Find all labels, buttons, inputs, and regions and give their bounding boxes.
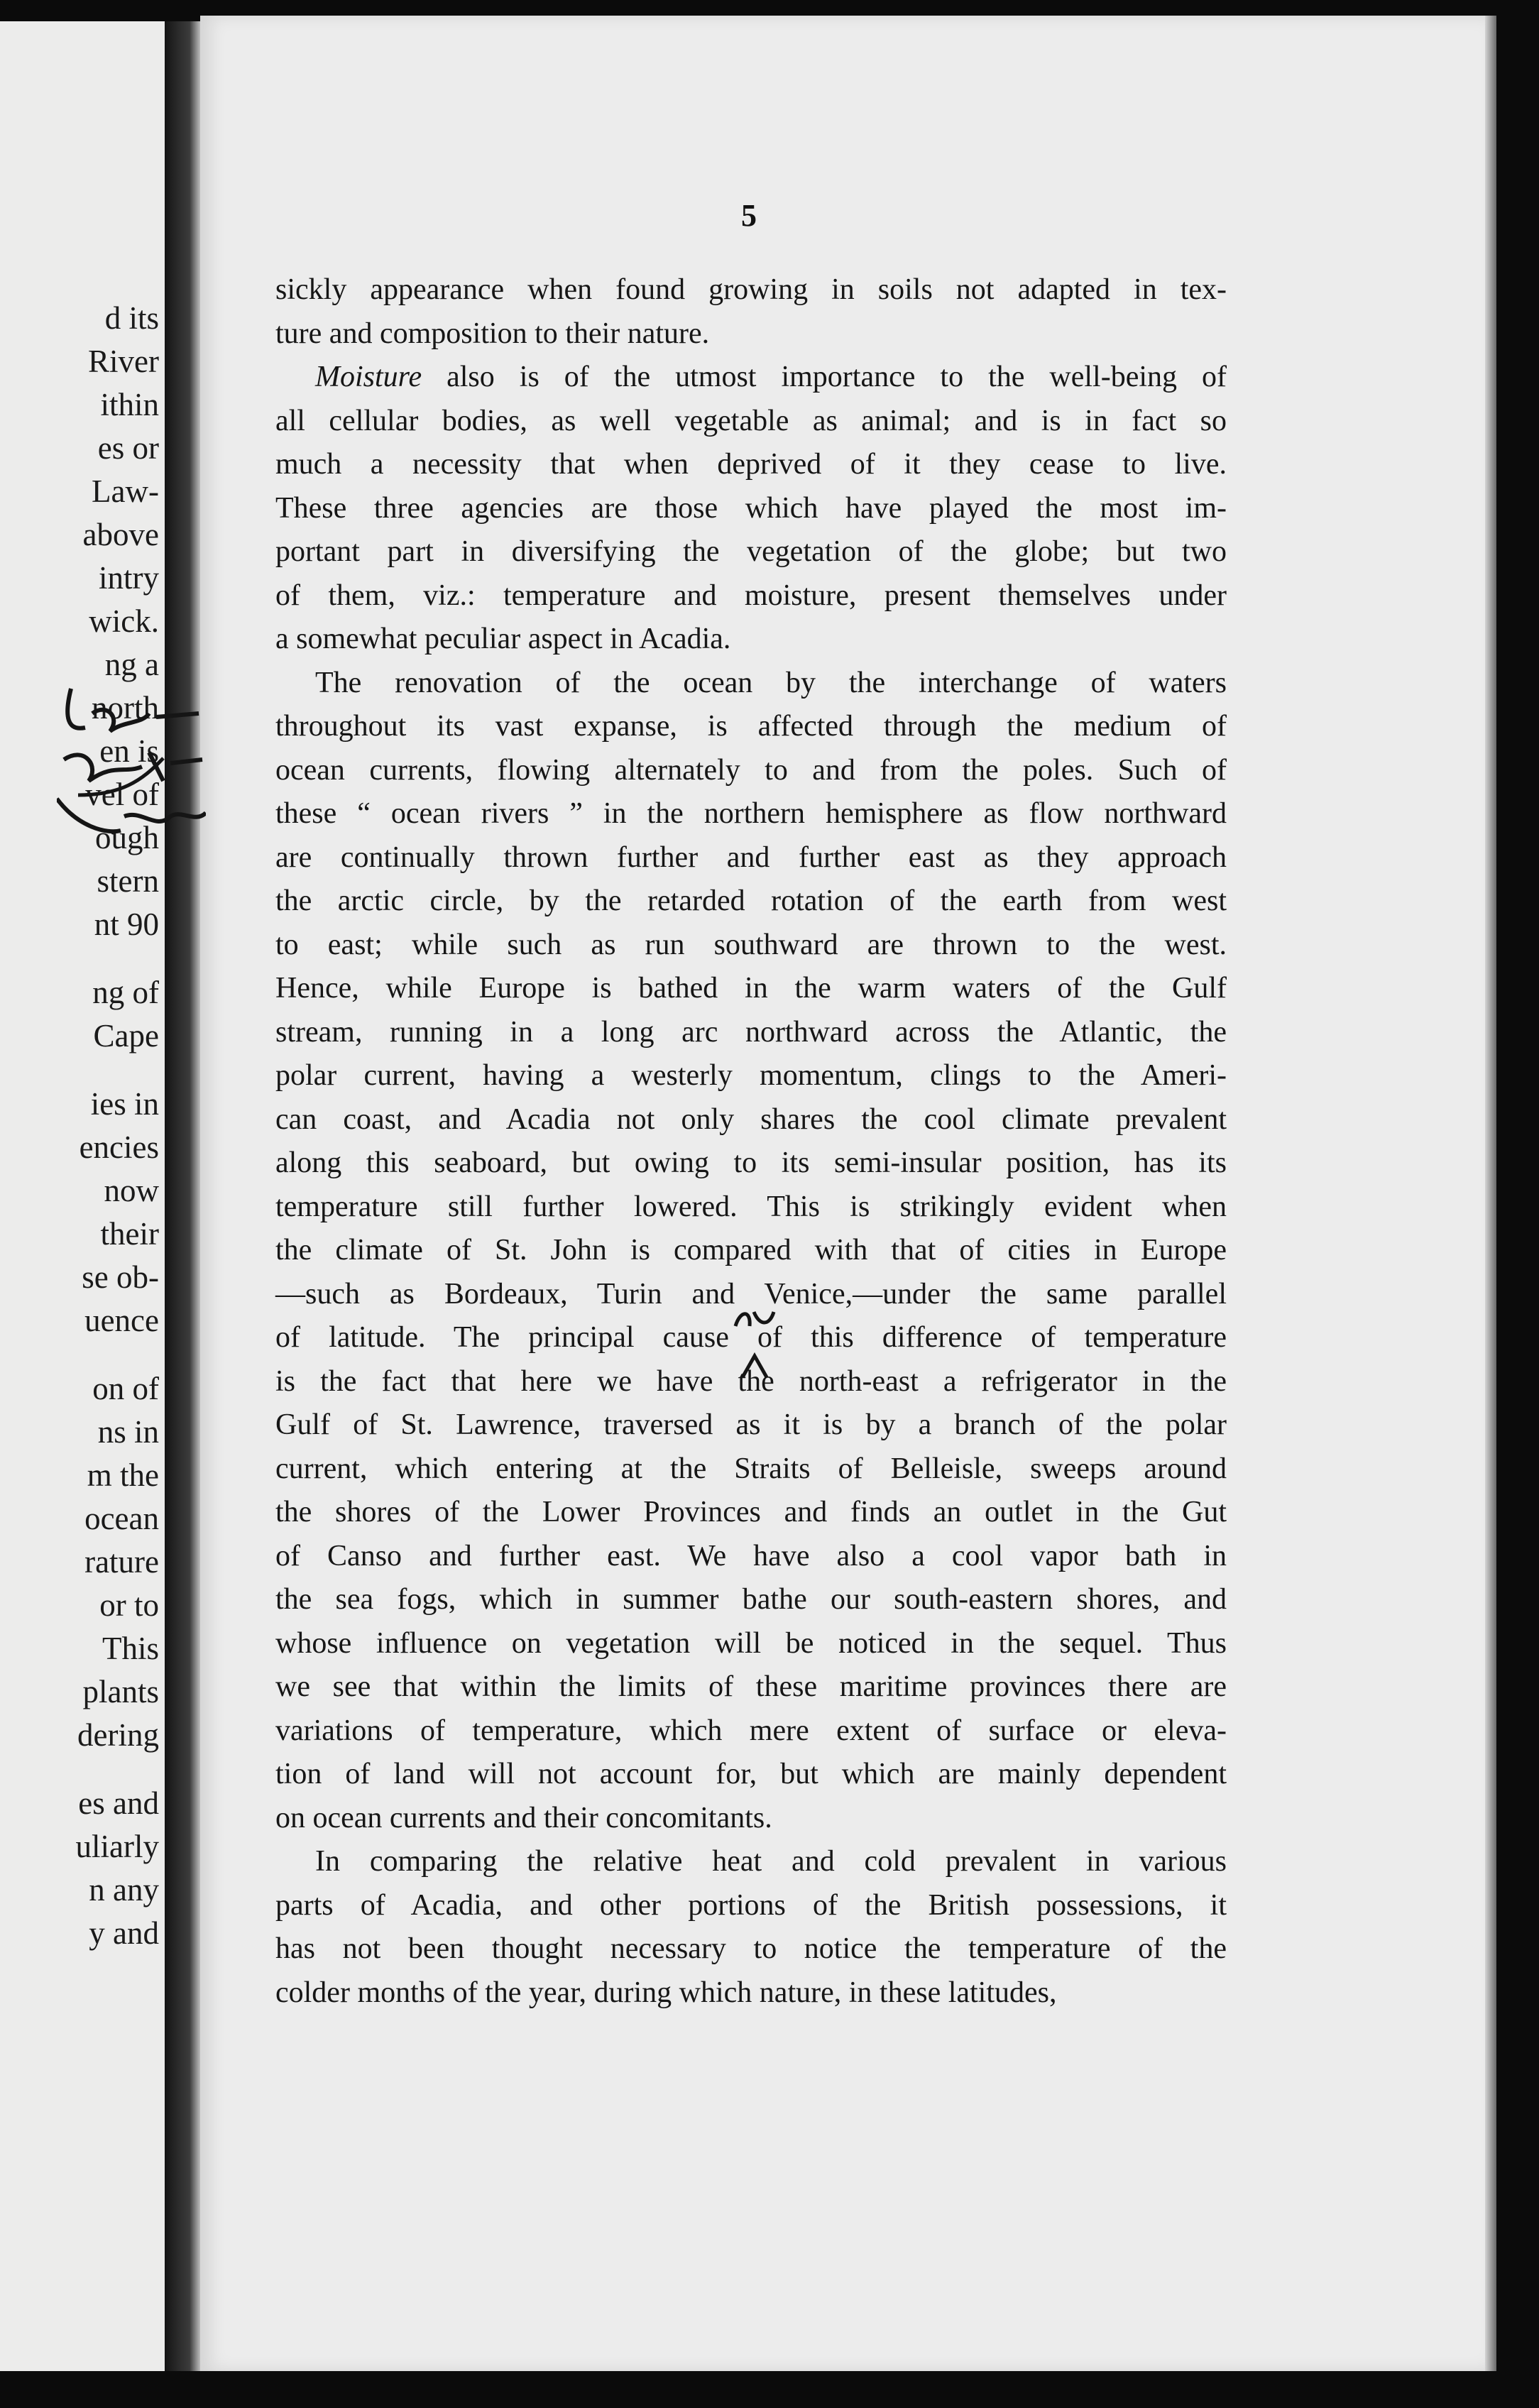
left-page-line: ough [95, 820, 159, 855]
left-page-line: es and [78, 1785, 159, 1821]
paragraph-1 [275, 268, 1227, 356]
text-line: colder months of the year, during which nature, in these latitudes, [275, 1976, 1057, 2009]
text-line: whose influence on vegetation will be noticed in the sequel. Thus [275, 1626, 1227, 1660]
text-line: of Canso and further east. We have also a cool vapor bath in [275, 1539, 1227, 1572]
text-line: can coast, and Acadia not only shares the cool climate prevalent [275, 1102, 1227, 1136]
left-page-line: Law- [92, 474, 159, 509]
text-line: of them, viz.: temperature and moisture, present themselves under [275, 579, 1227, 612]
left-page-line: es or [97, 430, 159, 466]
left-page-line: Cape [93, 1018, 159, 1054]
text-line: In comparing the relative heat and cold prevalent in various [315, 1845, 1227, 1878]
text-line: temperature still further lowered. This is strikingly evident when [275, 1190, 1227, 1223]
left-page-line: se ob- [82, 1259, 159, 1295]
text-line: polar current, having a westerly momentum, clings to the Ameri- [275, 1059, 1227, 1092]
left-page-line: uliarly [75, 1829, 159, 1864]
left-page-line: nt 90 [94, 907, 159, 942]
text-line: throughout its vast expanse, is affected through the medium of [275, 710, 1227, 743]
italic-lead-word: Moisture [315, 361, 422, 393]
text-line [275, 356, 1227, 400]
text-line: —such as Bordeaux, Turin and Venice,—under the same parallel [275, 1277, 1227, 1310]
left-page-line: north [92, 690, 159, 726]
text-line: portant part in diversifying the vegetation of the globe; but two [275, 535, 1227, 568]
left-page-line: ies in [90, 1086, 159, 1122]
left-page-line: stern [97, 863, 159, 899]
left-page-line: ocean [84, 1501, 159, 1536]
text-line: the sea fogs, which in summer bathe our south-eastern shores, and [275, 1583, 1227, 1616]
text-line: we see that within the limits of these maritime provinces there are [275, 1670, 1227, 1703]
left-page-line [0, 1757, 165, 1782]
left-page-line: rature [84, 1544, 159, 1580]
left-page-line: intry [99, 560, 159, 596]
paragraph-3 [275, 662, 1227, 1841]
left-page-line: en is [99, 733, 159, 769]
text-line: along this seaboard, but owing to its semi-insular position, has its [275, 1146, 1227, 1179]
left-page-line [0, 1342, 165, 1367]
left-page-line: n any [89, 1872, 159, 1908]
body-text [275, 268, 1227, 2015]
paragraph-4 [275, 1840, 1227, 2015]
left-page-line: or to [99, 1587, 159, 1623]
left-page-text [0, 297, 165, 1955]
left-page-line: m the [87, 1457, 159, 1493]
left-page-line: their [100, 1216, 159, 1252]
left-page-line: River [88, 344, 159, 379]
book-gutter [165, 21, 200, 2371]
left-page-line: now [104, 1173, 159, 1208]
left-page-line: d its [104, 300, 159, 336]
text-line: the shores of the Lower Provinces and finds an outlet in the Gut [275, 1496, 1227, 1528]
text-line: tion of land will not account for, but which are mainly dependent [275, 1758, 1227, 1790]
text-line: sickly appearance when found growing in soils not adapted in tex- [275, 273, 1227, 306]
left-page-line: encies [79, 1129, 159, 1165]
page-edge [1485, 16, 1496, 2371]
left-page-line: on of [92, 1371, 159, 1406]
left-page-line: uence [84, 1303, 159, 1338]
caret-insertion-mark [723, 1306, 787, 1384]
text-line: Hence, while Europe is bathed in the warm waters of the Gulf [275, 972, 1227, 1005]
left-page-line: ng a [104, 647, 159, 682]
left-page-line: above [82, 517, 159, 552]
text-line: is the fact that here we have the north-east a refrigerator in the [275, 1364, 1227, 1398]
text-line: stream, running in a long arc northward across the Atlantic, the [275, 1015, 1227, 1049]
left-page-line: y and [89, 1915, 159, 1951]
left-page-line: ns in [97, 1414, 159, 1450]
text-line: on ocean currents and their concomitants. [275, 1801, 772, 1834]
paragraph-2 [275, 356, 1227, 662]
page-number: 5 [741, 198, 757, 233]
left-page-line: dering [77, 1717, 159, 1753]
text-line: the climate of St. John is compared with that of cities in Europe [275, 1234, 1227, 1266]
text-line: These three agencies are those which have played the most im- [275, 491, 1227, 525]
left-page-line [0, 946, 165, 971]
left-page-line: ng of [92, 975, 159, 1010]
left-page-line: This [102, 1631, 159, 1666]
text-line: much a necessity that when deprived of it they cease to live. [275, 448, 1227, 481]
text-line: are continually thrown further and further east as they approach [275, 841, 1227, 874]
text-line: has not been thought necessary to notice the temperature of the [275, 1932, 1227, 1965]
left-page-line: plants [82, 1674, 159, 1709]
text-line: ture and composition to their nature. [275, 317, 710, 350]
left-page-line: ithin [100, 387, 159, 422]
text-line: ocean currents, flowing alternately to and from the poles. Such of [275, 753, 1227, 787]
left-page-line: wick. [89, 603, 159, 639]
paragraph-2-lines [275, 400, 1227, 662]
text-line: these “ ocean rivers ” in the northern hemisphere as flow northward [275, 797, 1227, 830]
text-line: variations of temperature, which mere extent of surface or eleva- [275, 1714, 1227, 1747]
text-line: current, which entering at the Straits of Belleisle, sweeps around [275, 1452, 1227, 1485]
text-line: parts of Acadia, and other portions of the British possessions, it [275, 1888, 1227, 1922]
left-page [0, 21, 165, 2371]
text-line: to east; while such as run southward are thrown to the west. [275, 928, 1227, 961]
text-line: the arctic circle, by the retarded rotation of the earth from west [275, 885, 1227, 917]
left-page-line [0, 1058, 165, 1083]
text-line: Gulf of St. Lawrence, traversed as it is by a branch of the polar [275, 1408, 1227, 1441]
text-line: all cellular bodies, as well vegetable as animal; and is in fact so [275, 404, 1227, 437]
text-line: The renovation of the ocean by the interchange of waters [315, 666, 1227, 699]
left-page-line: vel of [85, 777, 159, 812]
text-line: a somewhat peculiar aspect in Acadia. [275, 623, 731, 655]
text-fragment: also is of the utmost importance to the well-being of [422, 361, 1227, 393]
text-line: of latitude. The principal cause of this difference of temperature [275, 1321, 1227, 1354]
